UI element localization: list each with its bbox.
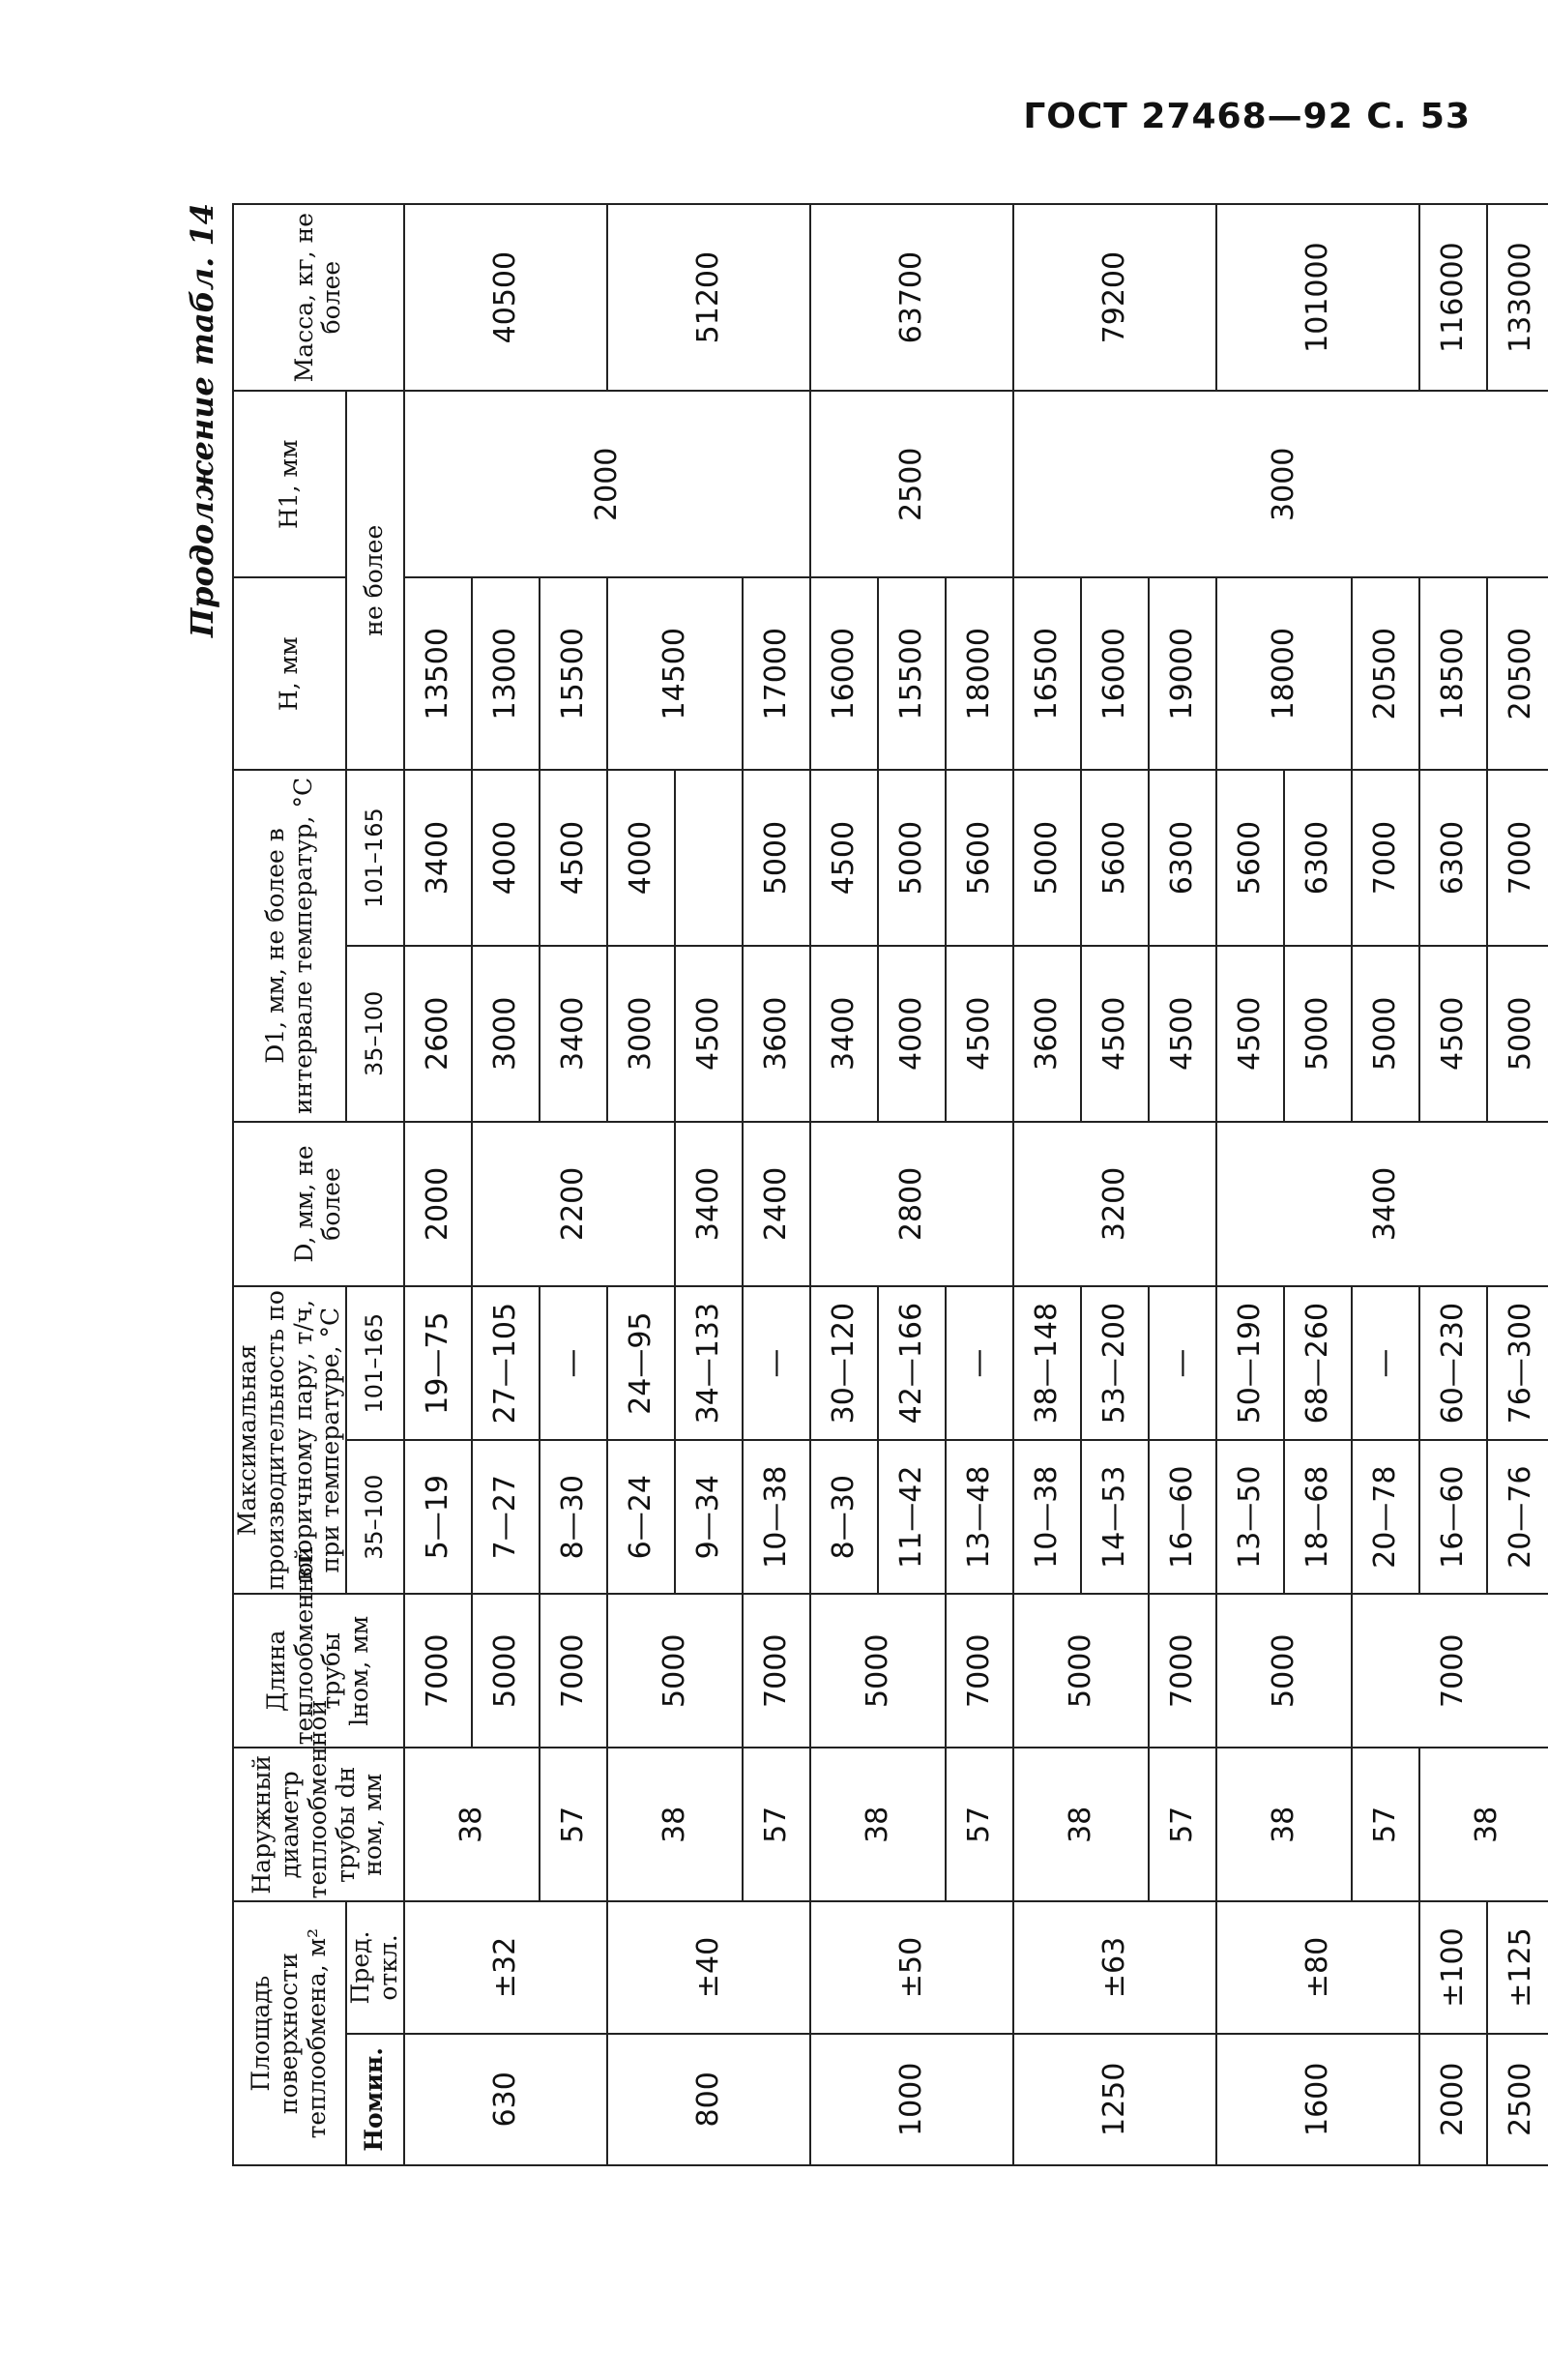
cell-diam: 57: [743, 1748, 810, 1901]
cell-nom: 2000: [1419, 2034, 1487, 2165]
col-capacity: Максимальная производительность по вторичному пару, т/ч, при температуре, °С: [233, 1286, 346, 1594]
cell-length: 7000: [1149, 1594, 1216, 1748]
cell-mass: 101000: [1216, 204, 1419, 391]
cell-dev: ±80: [1216, 1901, 1419, 2033]
cell-d1b: 5000: [878, 770, 946, 946]
cell-p2: —: [540, 1286, 607, 1440]
cell-p2: 53—200: [1081, 1286, 1149, 1440]
cell-d1a: 5000: [1487, 946, 1548, 1122]
cell-length: 5000: [1013, 1594, 1149, 1748]
cell-H1: 2000: [404, 391, 810, 577]
cell-p2: —: [946, 1286, 1013, 1440]
cell-length: 7000: [1352, 1594, 1548, 1748]
cell-H: 14500: [607, 577, 743, 770]
cell-diam: 57: [1149, 1748, 1216, 1901]
cell-p1: 16—60: [1419, 1440, 1487, 1594]
cell-p1: 11—42: [878, 1440, 946, 1594]
cell-d1a: 3400: [675, 1122, 743, 1286]
col-D1-range1: 35–100: [346, 946, 404, 1122]
cell-d1a: 3000: [607, 946, 675, 1122]
cell-p1: 7—27: [472, 1440, 540, 1594]
cell-p2: —: [1352, 1286, 1419, 1440]
cell-length: 5000: [810, 1594, 946, 1748]
cell-nom: 1000: [810, 2034, 1013, 2165]
cell-length: 5000: [1216, 1594, 1352, 1748]
cell-p2: 30—120: [810, 1286, 878, 1440]
cell-d1a: 4500: [1149, 946, 1216, 1122]
cell-D: 2200: [472, 1122, 675, 1286]
cell-d1a: 3600: [1013, 946, 1081, 1122]
cell-length: 7000: [404, 1594, 472, 1748]
cell-p2: —: [1149, 1286, 1216, 1440]
cell-diam: 38: [1419, 1748, 1548, 1901]
cell-diam: 38: [404, 1748, 540, 1901]
col-H1: H1, мм: [233, 391, 346, 577]
rotated-table-area: [174, 203, 1537, 2166]
cell-nom: 2500: [1487, 2034, 1548, 2165]
cell-p1: 20—78: [1352, 1440, 1419, 1594]
cell-p1: 18—68: [1284, 1440, 1352, 1594]
col-area: Площадь поверхности теплообмена, м²: [233, 1901, 346, 2165]
col-outer-diam: Наружный диаметр теплообменной трубы dн ном, мм: [233, 1748, 404, 1901]
cell-p1: 5—19: [404, 1440, 472, 1594]
cell-d1b: 5600: [946, 770, 1013, 946]
cell-length: 7000: [946, 1594, 1013, 1748]
cell-dev: ±125: [1487, 1901, 1548, 2033]
cell-diam: 38: [1216, 1748, 1352, 1901]
cell-d1a: 4500: [1081, 946, 1149, 1122]
cell-p1: 20—76: [1487, 1440, 1548, 1594]
cell-p1: 13—48: [946, 1440, 1013, 1594]
cell-diam: 57: [946, 1748, 1013, 1901]
cell-H: 13000: [472, 577, 540, 770]
cell-p2: 50—190: [1216, 1286, 1284, 1440]
cell-d1b: 5600: [1216, 770, 1284, 946]
cell-length: 7000: [540, 1594, 607, 1748]
cell-diam: 57: [540, 1748, 607, 1901]
cell-d1b: 4500: [810, 770, 878, 946]
cell-p2: 24—95: [607, 1286, 675, 1440]
cell-p1: 8—30: [810, 1440, 878, 1594]
cell-H: 17000: [743, 577, 810, 770]
cell-d1b: 3400: [404, 770, 472, 946]
cell-p2: 76—300: [1487, 1286, 1548, 1440]
cell-d1b: 6300: [1149, 770, 1216, 946]
cell-d1b: 4500: [675, 946, 743, 1122]
cell-D: 3200: [1013, 1122, 1216, 1286]
cell-d1a: 4500: [1216, 946, 1284, 1122]
col-D1-range2: 101–165: [346, 770, 404, 946]
cell-H: 15500: [878, 577, 946, 770]
cell-p2: 60—230: [1419, 1286, 1487, 1440]
cell-H: 16500: [1013, 577, 1081, 770]
cell-p2: 34—133: [675, 1286, 743, 1440]
cell-length: 7000: [743, 1594, 810, 1748]
cell-d1a: 3000: [472, 946, 540, 1122]
header-row-1: [233, 204, 346, 2165]
col-tube-length: Длина теплообменной трубы lном, мм: [233, 1594, 404, 1748]
cell-p1: 13—50: [1216, 1440, 1284, 1594]
specs-table: [232, 203, 1548, 2166]
cell-p1: 14—53: [1081, 1440, 1149, 1594]
cell-p2: 42—166: [878, 1286, 946, 1440]
cell-length: 5000: [607, 1594, 743, 1748]
cell-H: 20500: [1352, 577, 1419, 770]
col-area-dev: Пред. откл.: [346, 1901, 404, 2033]
col-h-note: не более: [346, 391, 404, 770]
cell-mass: 40500: [404, 204, 607, 391]
cell-D: 2800: [810, 1122, 1013, 1286]
cell-d1a: 4000: [878, 946, 946, 1122]
cell-d1b: 5000: [1013, 770, 1081, 946]
cell-diam: 38: [1013, 1748, 1149, 1901]
cell-length: 5000: [472, 1594, 540, 1748]
cell-d1a: 4500: [946, 946, 1013, 1122]
cell-d1b: 7000: [1487, 770, 1548, 946]
cell-d1b: 4000: [472, 770, 540, 946]
cell-p2: 19—75: [404, 1286, 472, 1440]
cell-d1a: 5000: [1352, 946, 1419, 1122]
col-capacity-range2: 101–165: [346, 1286, 404, 1440]
cell-p1: 10—38: [743, 1440, 810, 1594]
cell-mass: 79200: [1013, 204, 1216, 391]
cell-H1: 3000: [1013, 391, 1548, 577]
cell-H: 20500: [1487, 577, 1548, 770]
cell-mass: 133000: [1487, 204, 1548, 391]
cell-H: 18000: [1216, 577, 1352, 770]
table-caption: Продолжение табл. 14: [184, 203, 220, 638]
cell-H: 18500: [1419, 577, 1487, 770]
col-D1: D1, мм, не более в интервале температур, °С: [233, 770, 346, 1122]
col-area-nom: Номин.: [346, 2034, 404, 2165]
cell-p2: —: [743, 1286, 810, 1440]
cell-d1b: 7000: [1352, 770, 1419, 946]
cell-d1a: 4500: [1419, 946, 1487, 1122]
col-H: H, мм: [233, 577, 346, 770]
cell-p1: 6—24: [607, 1440, 675, 1594]
cell-dev: ±50: [810, 1901, 1013, 2033]
cell-nom: 1250: [1013, 2034, 1216, 2165]
cell-diam: 57: [1352, 1748, 1419, 1901]
cell-d1b: 4000: [607, 770, 675, 946]
table-row: [1013, 204, 1081, 2165]
cell-d1b: 5000: [743, 770, 810, 946]
cell-dev: ±100: [1419, 1901, 1487, 2033]
cell-mass: 63700: [810, 204, 1013, 391]
col-D: D, мм, не более: [233, 1122, 404, 1286]
cell-p1: 8—30: [540, 1440, 607, 1594]
cell-d1a: 2600: [404, 946, 472, 1122]
cell-H: 16000: [1081, 577, 1149, 770]
cell-mass: 116000: [1419, 204, 1487, 391]
col-mass: Масса, кг, не более: [233, 204, 404, 391]
cell-H: 13500: [404, 577, 472, 770]
table-row: [404, 204, 472, 2165]
col-capacity-range1: 35–100: [346, 1440, 404, 1594]
cell-d1a: 3600: [743, 946, 810, 1122]
cell-d1b: 5600: [1081, 770, 1149, 946]
cell-mass: 51200: [607, 204, 810, 391]
cell-H: 16000: [810, 577, 878, 770]
cell-H: 18000: [946, 577, 1013, 770]
cell-diam: 38: [607, 1748, 743, 1901]
cell-p1: 10—38: [1013, 1440, 1081, 1594]
cell-D: 2000: [404, 1122, 472, 1286]
cell-p2: 27—105: [472, 1286, 540, 1440]
cell-p1: 16—60: [1149, 1440, 1216, 1594]
cell-p2: 38—148: [1013, 1286, 1081, 1440]
cell-p2: 68—260: [1284, 1286, 1352, 1440]
cell-d1a: 5000: [1284, 946, 1352, 1122]
cell-p1: 9—34: [675, 1440, 743, 1594]
cell-dev: ±63: [1013, 1901, 1216, 2033]
cell-D: 2400: [743, 1122, 810, 1286]
table-row: [810, 204, 878, 2165]
cell-dev: ±40: [607, 1901, 810, 2033]
page-header: ГОСТ 27468—92 С. 53: [1023, 97, 1471, 136]
cell-d1a: 3400: [540, 946, 607, 1122]
cell-diam: 38: [810, 1748, 946, 1901]
cell-dev: ±32: [404, 1901, 607, 2033]
cell-d1b: 6300: [1284, 770, 1352, 946]
cell-D: 3400: [1216, 1122, 1548, 1286]
cell-d1a: 3400: [810, 946, 878, 1122]
cell-nom: 800: [607, 2034, 810, 2165]
cell-nom: 630: [404, 2034, 607, 2165]
cell-d1b: 4500: [540, 770, 607, 946]
cell-H1: 2500: [810, 391, 1013, 577]
cell-H: 15500: [540, 577, 607, 770]
cell-H: 19000: [1149, 577, 1216, 770]
cell-d1b: 6300: [1419, 770, 1487, 946]
cell-nom: 1600: [1216, 2034, 1419, 2165]
